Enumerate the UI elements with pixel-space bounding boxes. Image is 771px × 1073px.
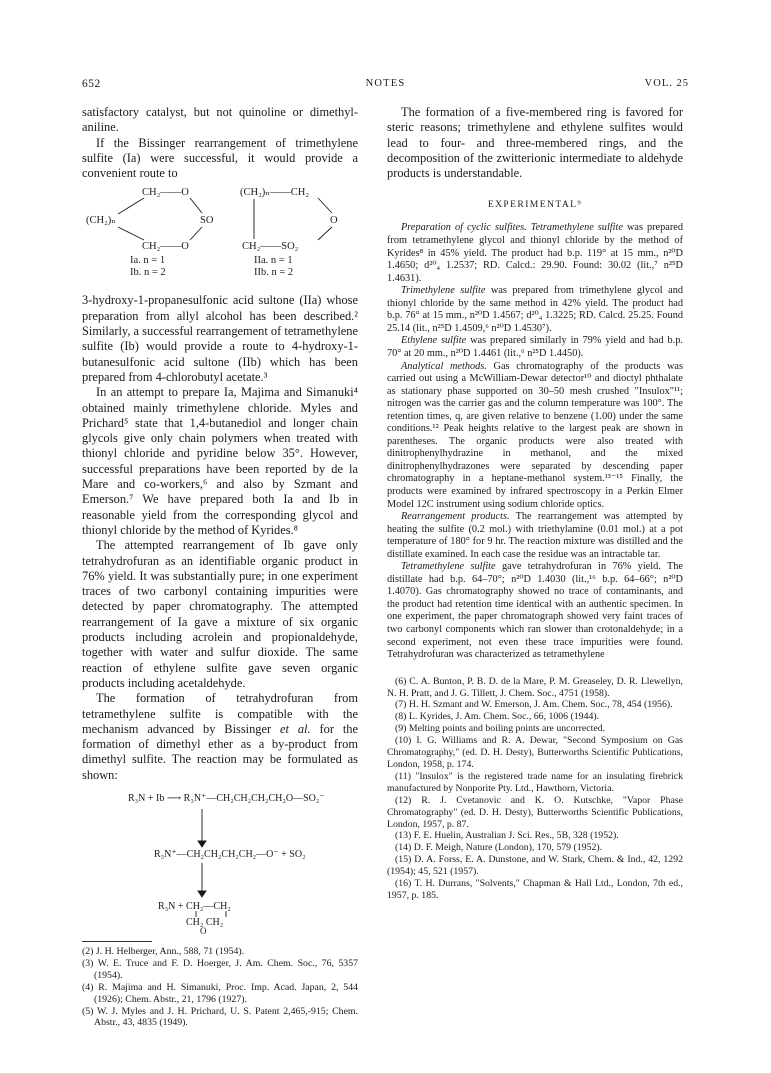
right-paragraph-1: The formation of a five-membered ring is favored for steric reasons; trimethylene and ethylene sulfites would lead to four- and three-membered rings, and the decomposition of the zwitterionic intermediate to aldehyde products is understandable. [387, 105, 683, 181]
page-number: 652 [82, 78, 101, 90]
ii-oxygen: O [330, 215, 338, 227]
exp-paragraph-6: Tetramethylene sulfite gave tetrahydrofuran in 76% yield. The distillate had b.p. 64–70°; n²⁰D 1.4030 (lit.,¹⁶ b.p. 64–66°; n²⁰D 1.4070). Gas chromatography showed no trace of contaminants, and the product had retention time identical with an authentic specimen. In one experiment, the paper chromatograph showed very faint traces of two carbonyl components which ran slower than crotonaldehyde; in a second experiment, not even these trace impurities were found. Tetrahydrofuran was characterized as tetramethylene [387, 561, 683, 661]
scheme-line-3c: O [200, 925, 207, 935]
footnote-9: (9) Melting points and boiling points are uncorrected. [395, 723, 606, 735]
footnote-13: (13) F. E. Huelin, Australian J. Sci. Res., 5B, 328 (1952). [395, 830, 619, 842]
footnote-4: (4) R. Majima and H. Simanuki, Proc. Imp. Acad. Japan, 2, 544 (1926); Chem. Abstr., 21, 1796 (1927). [82, 981, 358, 1005]
footnote-5: (5) W. J. Myles and J. H. Prichard, U. S. Patent 2,465,-915; Chem. Abstr., 43, 4835 (1949). [82, 1005, 358, 1029]
exp-paragraph-2: Trimethylene sulfite was prepared from trimethylene glycol and thionyl chloride by the same method in 42% yield. The product had b.p. 76° at 15 mm., n²⁰D 1.4567; d²⁰₄ 1.3225; RD. Calcd. 25.25. Found 25.14 (lit., n²⁵D 1.4509,⁶ n²⁰D 1.4530⁷). [387, 285, 683, 334]
experimental-section [387, 222, 683, 661]
footnote-7: (7) H. H. Szmant and W. Emerson, J. Am. Chem. Soc., 78, 454 (1956). [395, 699, 673, 711]
scheme-line-1: R₃N + Ib ⟶ R₃N⁺—CH₂CH₂CH₂CH₂O—SO₂⁻ [128, 792, 325, 804]
ia-so: SO [200, 215, 214, 227]
cyclic-sulfite-structures [82, 183, 358, 293]
ia-label: Ia. n = 1 [130, 255, 166, 267]
running-header [82, 78, 689, 94]
ia-top-formula: CH₂——O [142, 187, 189, 199]
right-column [387, 105, 683, 902]
scheme-line-3b: CH₂ CH₂ [186, 916, 224, 928]
volume-label: VOL. 25 [644, 78, 689, 89]
exp-paragraph-4: Analytical methods. Gas chromatography of the products was carried out using a McWilliam-Dewar detector¹⁰ and dioctyl phthalate as stationary phase supported on 30–50 mesh crushed "Insulox"¹¹; nitrogen was the carrier gas and the column temperature was 100°. The retention times, q, are given relative to benzene (1.00) under the same conditions.¹² Peak heights relative to the largest peak are shown in parentheses. The organic products were also treated with dinitrophenylhydrazine in methanol, and the mixed dinitrophenylhydrazones were separated by descending paper chromatography in a heptane-methanol system.¹³⁻¹⁵ Finally, the products were examined by infrared spectroscopy in a Perkin Elmer Model 12C instrument using sodium chloride optics. [387, 360, 683, 510]
ia-ch2n: (CH₂)ₙ [86, 215, 116, 227]
left-paragraph-6: The formation of tetrahydrofuran from tetramethylene sulfite is compatible with the mechanism advanced by Bissinger et al. for the formation of dimethyl ether as a by-product from dimethyl sulfite. The reaction may be formulated as shown: [82, 691, 358, 782]
left-paragraph-1: satisfactory catalyst, but not quinoline or dimethyl-aniline. [82, 105, 358, 135]
left-column [82, 105, 358, 1029]
exp-paragraph-3: Ethylene sulfite was prepared similarly in 79% yield and had b.p. 70° at 20 mm., n²⁰D 1.4461 (lit.,⁶ n²⁵D 1.4450). [387, 335, 683, 359]
footnote-14: (14) D. F. Meigh, Nature (London), 170, 579 (1952). [395, 842, 603, 854]
left-paragraph-2: If the Bissinger rearrangement of trimethylene sulfite (Ia) were successful, it would provide a convenient route to [82, 135, 358, 181]
experimental-heading: EXPERIMENTAL⁹ [487, 199, 583, 211]
scheme-line-2: R₃N⁺—CH₂CH₂CH₂CH₂—O⁻ + SO₂ [154, 848, 306, 860]
ia-bottom-formula: CH₂——O [142, 241, 189, 253]
iib-label: IIb. n = 2 [254, 267, 294, 279]
scheme-line-3: R₃N + CH₂—CH₂ [158, 900, 231, 912]
footnote-3: (3) W. E. Truce and F. D. Hoerger, J. Am. Chem. Soc., 76, 5357 (1954). [82, 957, 358, 981]
exp-paragraph-1: Preparation of cyclic sulfites. Tetramethylene sulfite was prepared from tetramethylene glycol and thionyl chloride by the method of Kyrides⁸ in 45% yield. The product had b.p. 119° at 15 mm., n²⁰D 1.4650; d²⁰₄ 1.2537; RD. Calcd.: 29.90. Found: 30.02 (lit.,⁷ n²⁵D 1.4631). [387, 222, 683, 284]
ii-bottom-formula: CH₂——SO₂ [242, 241, 299, 253]
ii-top-formula: (CH₂)ₙ——CH₂ [240, 187, 310, 199]
running-title: NOTES [365, 78, 406, 89]
footnote-6: (6) C. A. Bunton, P. B. D. de la Mare, P. M. Greaseley, D. R. Llewellyn, N. H. Pratt, and J. G. Tillett, J. Chem. Soc., 4751 (1958). [387, 675, 683, 699]
footnote-rule [82, 941, 152, 942]
right-footnotes [387, 676, 683, 902]
footnote-8: (8) L. Kyrides, J. Am. Chem. Soc., 66, 1006 (1944). [395, 711, 600, 723]
exp-paragraph-5: Rearrangement products. The rearrangement was attempted by heating the sulfite (0.2 mol.) with triethylamine (0.01 mol.) at a pot temperature of 180° for 9 hr. The reaction mixture was distilled and the distillate examined. In each case the residue was an intractable tar. [387, 511, 684, 560]
footnote-10: (10) I. G. Williams and R. A. Dewar, "Second Symposium on Gas Chromatography," (ed. D. H. Desty), Butterworths Scientific Publications, London, 1958, p. 174. [387, 735, 683, 770]
footnote-16: (16) T. H. Durrans, "Solvents," Chapman & Hall Ltd., London, 7th ed., 1957, p. 185. [387, 878, 683, 901]
footnote-12: (12) R. J. Cvetanovic and K. O. Kutschke, "Vapor Phase Chromatography" (ed. D. H. Desty), Butterworths Scientific Publications, London, 1957, p. 87. [387, 794, 683, 830]
reaction-scheme [82, 787, 358, 935]
left-paragraph-5: The attempted rearrangement of Ib gave only tetrahydrofuran as an identifiable organic product in 76% yield. It was substantially pure; in one experiment traces of two carbonyl containing impurities were detected by paper chromatography. The attempted rearrangement of Ia gave a mixture of six organic products including acrolein and propionaldehyde, together with water and sulfur dioxide. The same reaction of ethylene sulfite gave seven organic products including acetaldehyde. [82, 538, 358, 690]
ib-label: Ib. n = 2 [130, 267, 166, 279]
footnote-15: (15) D. A. Forss, E. A. Dunstone, and W. Stark, Chem. & Ind., 42, 1292 (1954); 45, 521 (1957). [387, 854, 683, 878]
left-paragraph-3: 3-hydroxy-1-propanesulfonic acid sultone (IIa) whose preparation from allyl alcohol has been described.² Similarly, a successful rearrangement of tetramethylene sulfite (Ib) would provide a route to 4-hydroxy-1-butanesulfonic acid sultone (IIb) which has been prepared from 4-chlorobutyl acetate.³ [82, 293, 358, 384]
footnote-11: (11) "Insulox" is the registered trade name for an insulating firebrick manufactured by Nonporite Pty. Ltd., Hawthorn, Victoria. [387, 770, 683, 794]
footnote-2: (2) J. H. Helberger, Ann., 588, 71 (1954). [82, 945, 245, 957]
left-footnotes [82, 946, 358, 1029]
left-paragraph-4: In an attempt to prepare Ia, Majima and Simanuki⁴ obtained mainly trimethylene chloride. Myles and Prichard⁵ state that 1,4-butanediol and longer chain glycols give only chain polymers when treated with thionyl chloride and pyridine below 35°. However, successful preparations have been reported by de la Mare and co-workers,⁶ and also by Szmant and Emerson.⁷ We have prepared both Ia and Ib in reasonable yield from the corresponding glycol and thionyl chloride by the method of Kyrides.⁸ [82, 385, 358, 537]
iia-label: IIa. n = 1 [254, 255, 293, 267]
